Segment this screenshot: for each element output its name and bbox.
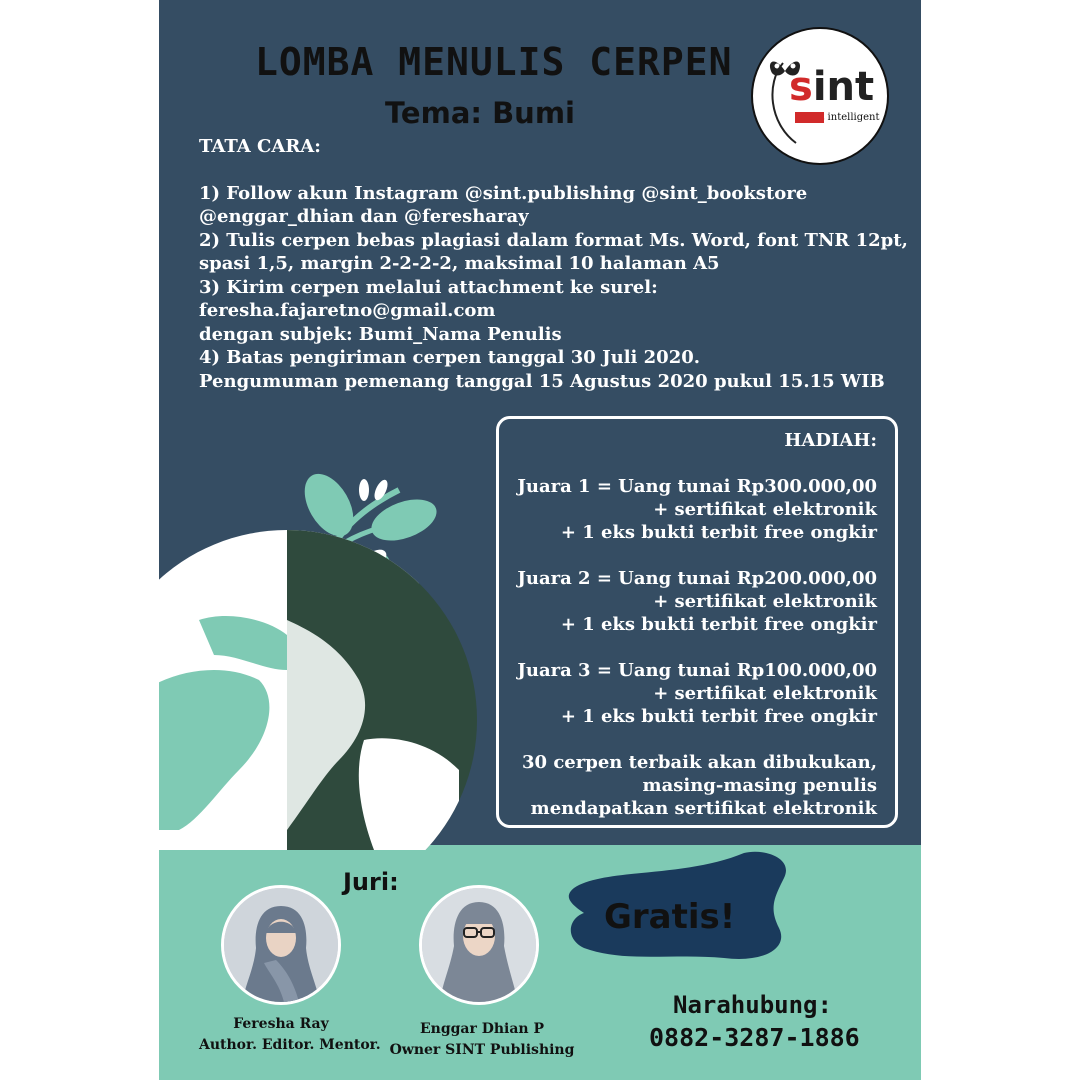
globe-plant-illustration — [159, 470, 479, 850]
rules-email[interactable]: feresha.fajaretno@gmail.com — [199, 300, 496, 321]
rules-line: 3) Kirim cerpen melalui attachment ke surel: — [199, 276, 658, 298]
logo-wordmark: sint — [789, 64, 875, 110]
prize-extra: + sertifikat elektronik — [653, 591, 877, 612]
free-badge: Gratis! — [604, 897, 736, 937]
rules-line: dengan subjek: Bumi_Nama Penulis — [199, 323, 562, 345]
rules-line: @enggar_dhian dan @feresharay — [199, 206, 529, 227]
prize-extra: + 1 eks bukti terbit free ongkir — [560, 706, 877, 727]
prize-note: 30 cerpen terbaik akan dibukukan, — [522, 752, 877, 773]
judge-name-1: Feresha Ray Author. Editor. Mentor. — [199, 1016, 381, 1053]
prize-rank-3: Juara 3 = Uang tunai Rp100.000,00 — [517, 660, 877, 681]
rules-section — [199, 135, 908, 393]
prize-rank-2: Juara 2 = Uang tunai Rp200.000,00 — [517, 568, 877, 589]
judges-label: Juri: — [343, 868, 399, 896]
prize-extra: + sertifikat elektronik — [653, 683, 877, 704]
rules-heading: TATA CARA: — [199, 136, 321, 157]
judge-photo-enggar — [419, 885, 539, 1005]
prize-note: masing-masing penulis — [642, 775, 877, 796]
rules-line: 1) Follow akun Instagram @sint.publishing @sint_bookstore — [199, 182, 808, 204]
prize-extra: + sertifikat elektronik — [653, 499, 877, 520]
prize-note: mendapatkan sertifikat elektronik — [530, 798, 877, 819]
poster — [159, 0, 921, 1080]
prize-rank-1: Juara 1 = Uang tunai Rp300.000,00 — [517, 476, 877, 497]
rules-line: 2) Tulis cerpen bebas plagiasi dalam format Ms. Word, font TNR 12pt, — [199, 229, 908, 251]
contact-label: Narahubung: — [673, 991, 832, 1019]
rules-line: Pengumuman pemenang tanggal 15 Agustus 2020 pukul 15.15 WIB — [199, 370, 885, 392]
poster-title: LOMBA MENULIS CERPEN — [255, 40, 733, 84]
rules-line: 4) Batas pengiriman cerpen tanggal 30 Juli 2020. — [199, 347, 701, 368]
contact-phone[interactable]: 0882-3287-1886 — [649, 1023, 860, 1052]
judge-photo-feresha — [221, 885, 341, 1005]
judge-name-2: Enggar Dhian P Owner SINT Publishing — [389, 1021, 575, 1058]
prize-heading: HADIAH: — [784, 430, 877, 451]
poster-theme: Tema: Bumi — [385, 96, 575, 130]
prize-box — [496, 416, 898, 828]
logo-subtitle: smart intelligent — [795, 112, 880, 123]
prize-extra: + 1 eks bukti terbit free ongkir — [560, 522, 877, 543]
prize-extra: + 1 eks bukti terbit free ongkir — [560, 614, 877, 635]
rules-line: spasi 1,5, margin 2-2-2-2, maksimal 10 halaman A5 — [199, 253, 720, 274]
